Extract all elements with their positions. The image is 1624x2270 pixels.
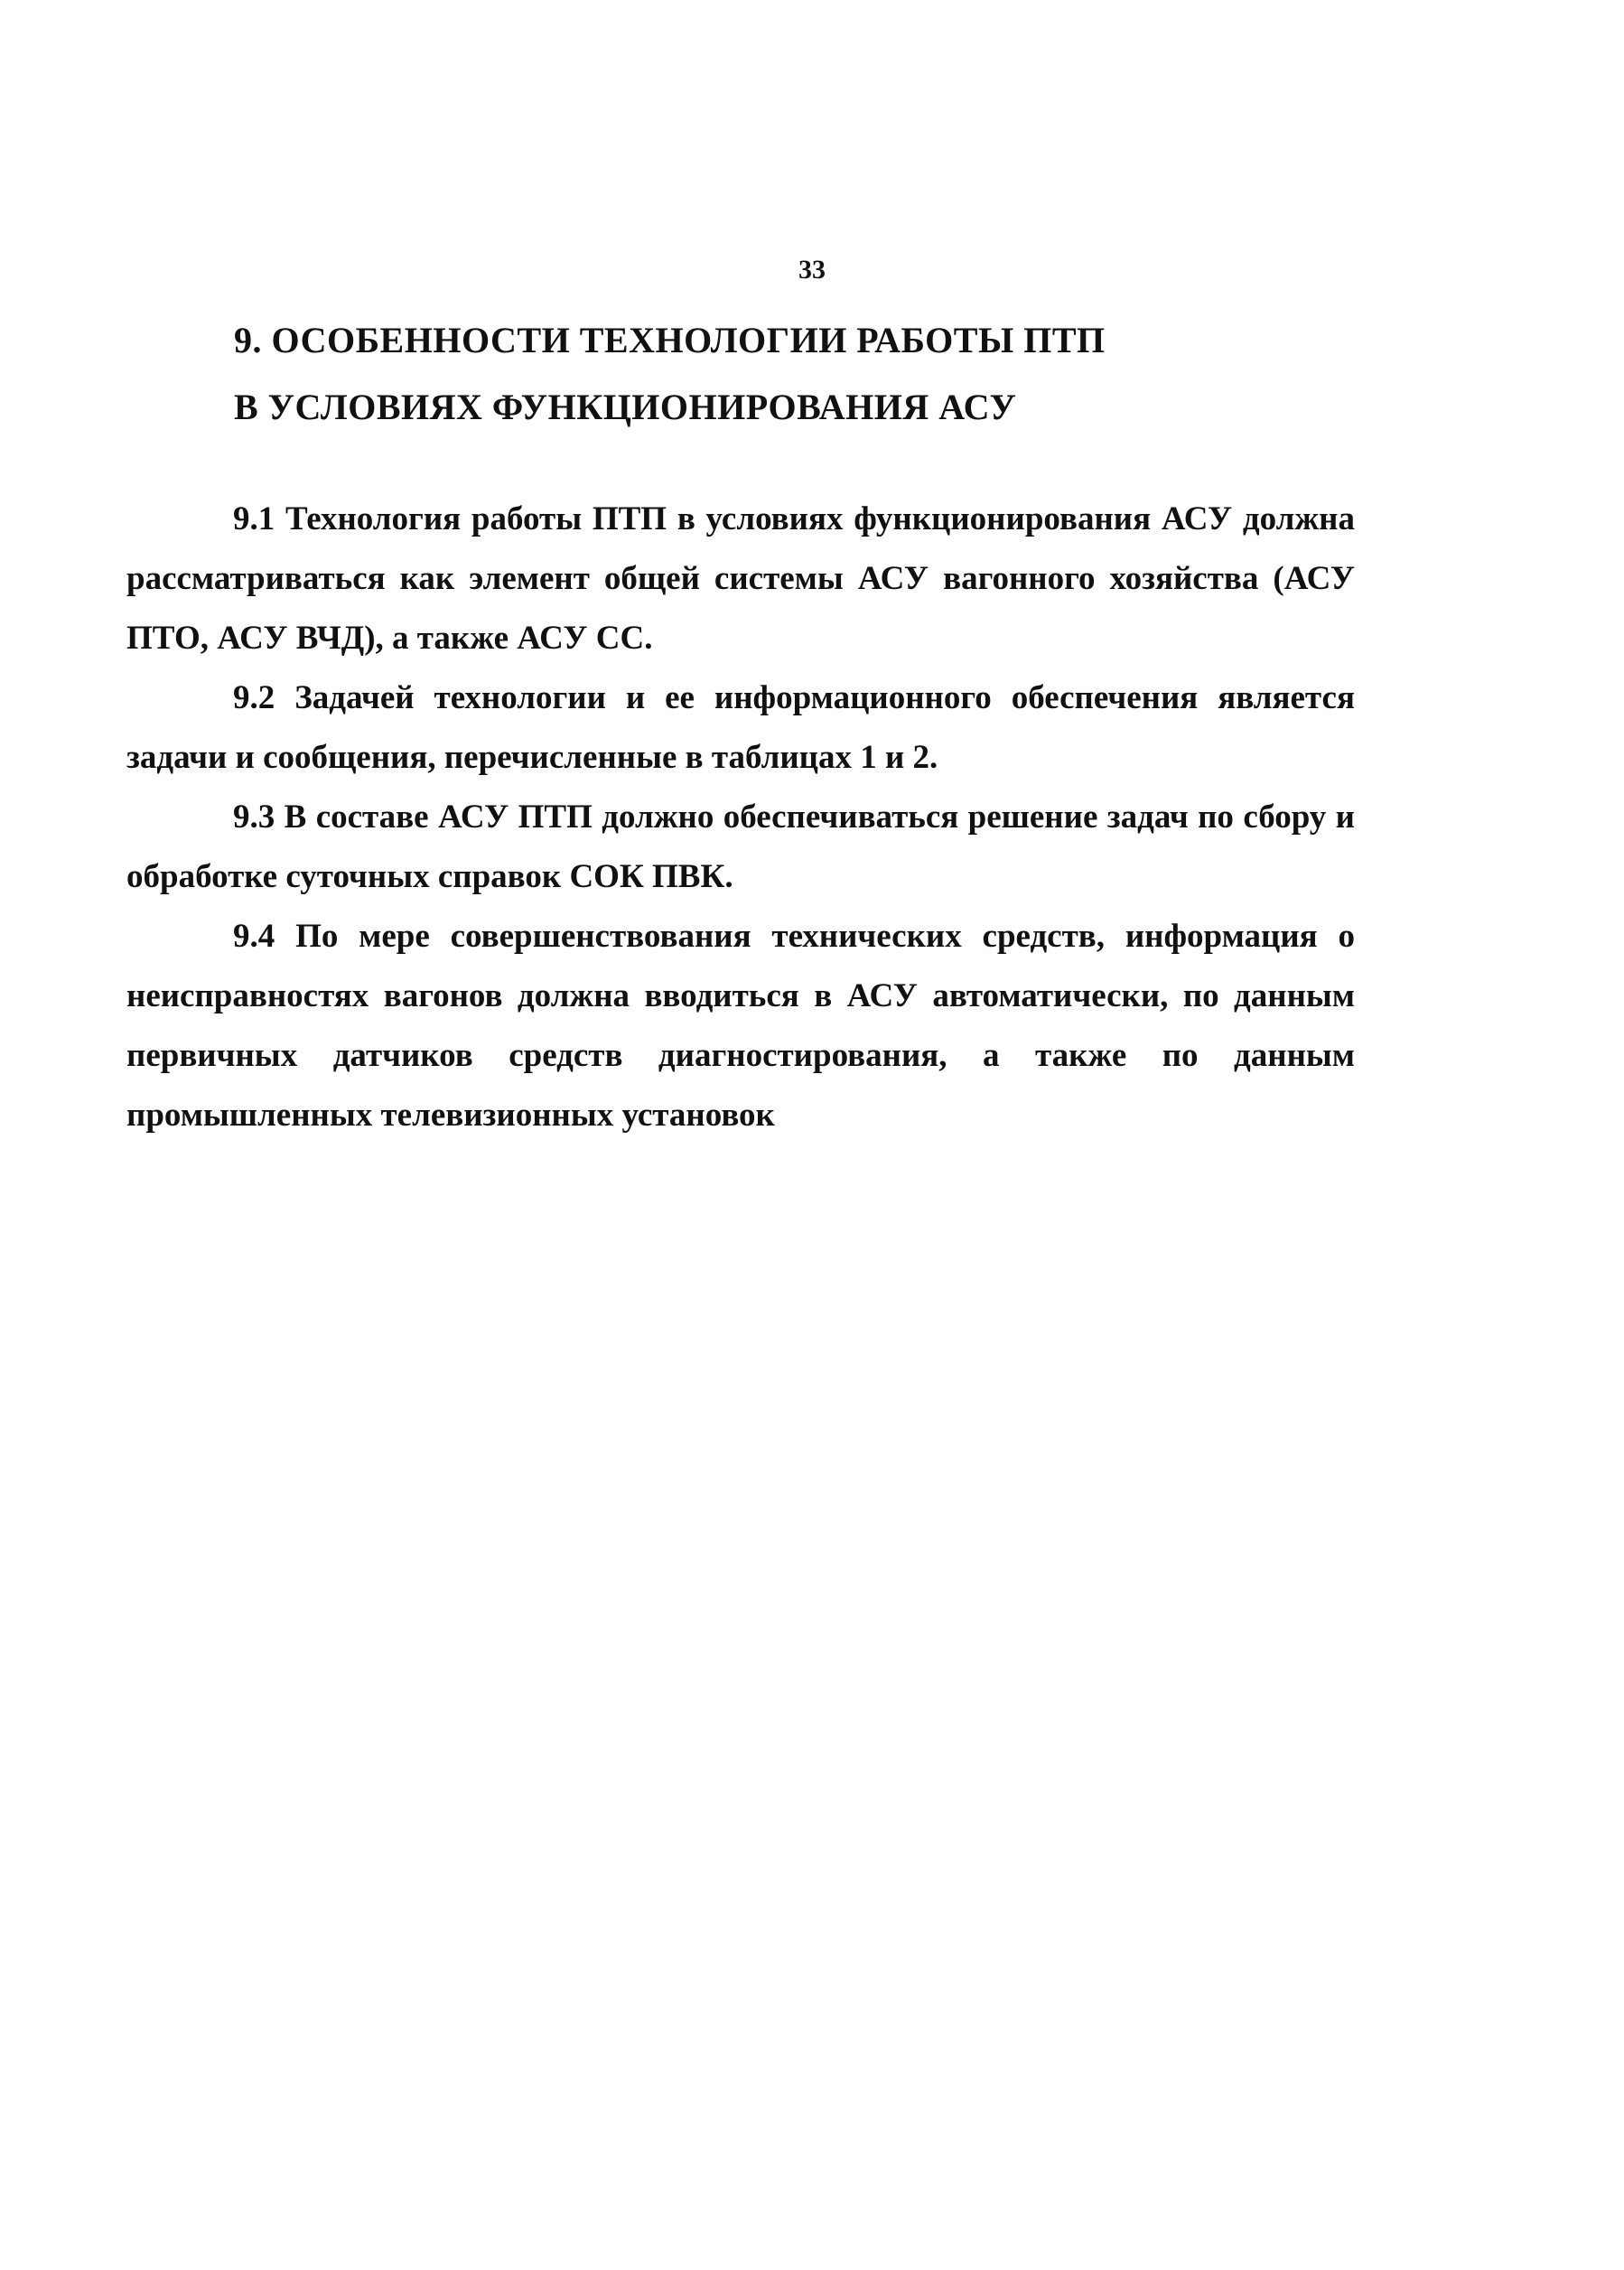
heading-line-2: В УСЛОВИЯХ ФУНКЦИОНИРОВАНИЯ АСУ [234, 387, 1017, 427]
section-body [126, 490, 1355, 1145]
heading-line-1: 9. ОСОБЕННОСТИ ТЕХНОЛОГИИ РАБОТЫ ПТП [234, 320, 1106, 360]
page-number: 33 [798, 255, 826, 285]
paragraph-9-1: 9.1 Технология работы ПТП в условиях функционирования АСУ должна рассматриваться как элемент общей системы АСУ вагонного хозяйства (АСУ ПТО, АСУ ВЧД), а также АСУ СС. [126, 500, 1355, 657]
paragraph-9-3: 9.3 В составе АСУ ПТП должно обеспечиваться решение задач по сбору и обработке суточных справок СОК ПВК. [126, 799, 1355, 895]
paragraph-9-2: 9.2 Задачей технологии и ее информационного обеспечения является задачи и сообщения, перечисленные в таблицах 1 и 2. [126, 679, 1355, 776]
section-heading [234, 307, 1408, 441]
paragraph-9-4: 9.4 По мере совершенствования технических средств, информация о неисправностях вагонов должна вводиться в АСУ автоматически, по данным первичных датчиков средств диагностирования, а также по данным промышленных телевизионных установок [126, 918, 1355, 1134]
